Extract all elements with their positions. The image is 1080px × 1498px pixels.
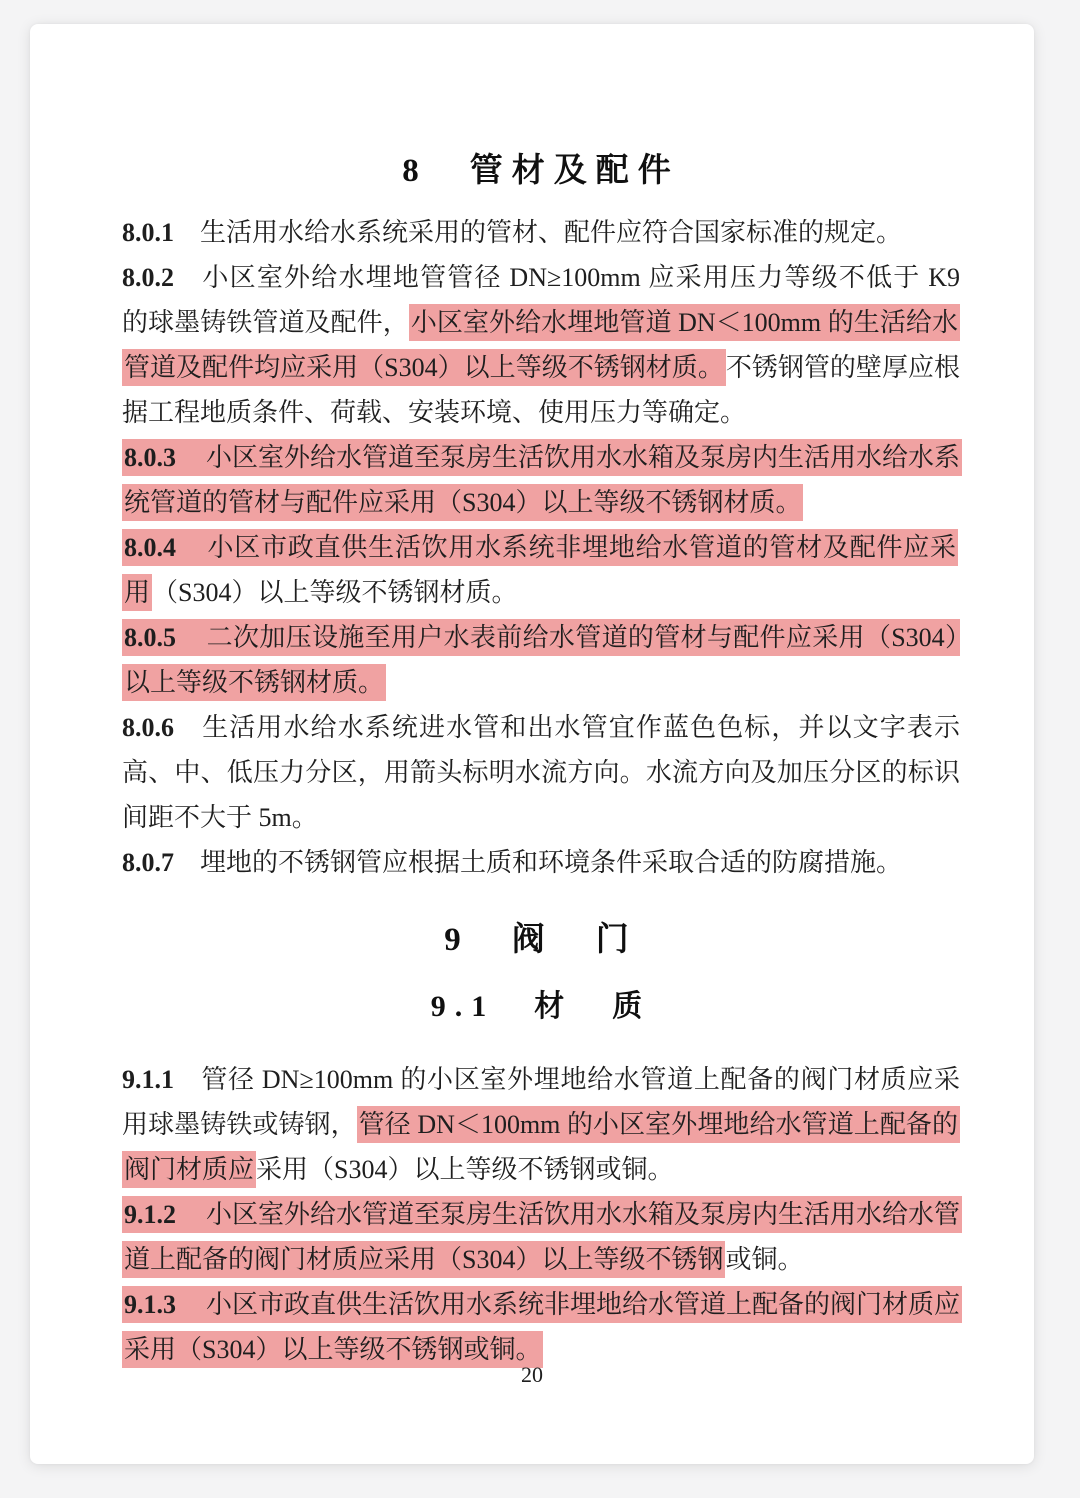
chapter-8-title: 8 管材及配件	[402, 153, 680, 189]
clause-8-0-3	[122, 435, 960, 525]
highlighted-text-run: 管径 DN＜100mm 的小区室外埋地给水管道上配备的阀门材质应	[122, 1106, 960, 1188]
highlighted-text-run: 小区室外给水管道至泵房生活饮用水水箱及泵房内生活用水给水系统管道的管材与配件应采用（S304）以上等级不锈钢材质。	[122, 439, 962, 521]
highlighted-text-run: 9.1.2	[122, 1196, 178, 1233]
clause-8-0-6	[122, 705, 960, 840]
section-9-1-title: 9.1 材 质	[430, 990, 652, 1023]
text-run: 8.0.2	[122, 263, 174, 292]
highlighted-text-run: 8.0.5	[122, 619, 178, 656]
text-run: 不锈钢管的壁厚应根据工程地质条件、荷载、安装环境、使用压力等确定。	[122, 353, 960, 427]
highlighted-text-run: 8.0.4	[122, 529, 178, 566]
document-page	[30, 24, 1034, 1464]
clause-9-1-1	[122, 1057, 960, 1192]
clause-9-1-3	[122, 1282, 960, 1372]
page-number: 20	[521, 1362, 543, 1387]
text-run: 管径 DN≥100mm 的小区室外埋地给水管道上配备的阀门材质应采用球墨铸铁或铸钢，	[122, 1065, 960, 1139]
text-run: 8.0.7	[122, 848, 174, 877]
text-run: 或铜。	[725, 1245, 804, 1274]
clause-8-0-1	[122, 210, 960, 255]
clause-8-0-7	[122, 840, 960, 885]
text-run: 生活用水给水系统采用的管材、配件应符合国家标准的规定。	[174, 218, 903, 247]
highlighted-text-run: 9.1.3	[122, 1286, 178, 1323]
clause-8-0-5	[122, 615, 960, 705]
highlighted-text-run: 小区市政直供生活饮用水系统非埋地给水管道上配备的阀门材质应采用（S304）以上等级不锈钢或铜。	[122, 1286, 962, 1368]
text-run: 小区室外给水埋地管管径 DN≥100mm 应采用压力等级不低于 K9 的球墨铸铁管道及配件，	[122, 263, 960, 337]
highlighted-text-run: 小区室外给水埋地管道 DN＜100mm 的生活给水管道及配件均应采用（S304）以上等级不锈钢材质。	[122, 304, 960, 386]
text-run: 8.0.6	[122, 713, 174, 742]
clause-8-0-4	[122, 525, 960, 615]
clause-8-0-2	[122, 255, 960, 435]
text-run: 8.0.1	[122, 218, 174, 247]
text-run: 采用（S304）以上等级不锈钢或铜。	[256, 1155, 674, 1184]
clause-9-1-2	[122, 1192, 960, 1282]
text-run: 生活用水给水系统进水管和出水管宜作蓝色色标，并以文字表示高、中、低压力分区，用箭头标明水流方向。水流方向及加压分区的标识间距不大于 5m。	[122, 713, 960, 832]
text-run: （S304）以上等级不锈钢材质。	[152, 578, 518, 607]
text-run: 埋地的不锈钢管应根据土质和环境条件采取合适的防腐措施。	[174, 848, 903, 877]
chapter-9-title: 9 阀 门	[444, 922, 638, 958]
highlighted-text-run: 二次加压设施至用户水表前给水管道的管材与配件应采用（S304）以上等级不锈钢材质。	[122, 619, 960, 701]
highlighted-text-run: 小区室外给水管道至泵房生活饮用水水箱及泵房内生活用水给水管道上配备的阀门材质应采用（S304）以上等级不锈钢	[122, 1196, 962, 1278]
highlighted-text-run: 8.0.3	[122, 439, 178, 476]
highlighted-text-run: 小区市政直供生活饮用水系统非埋地给水管道的管材及配件应采用	[122, 529, 958, 611]
text-run: 9.1.1	[122, 1065, 174, 1094]
document-body	[30, 24, 1034, 1372]
